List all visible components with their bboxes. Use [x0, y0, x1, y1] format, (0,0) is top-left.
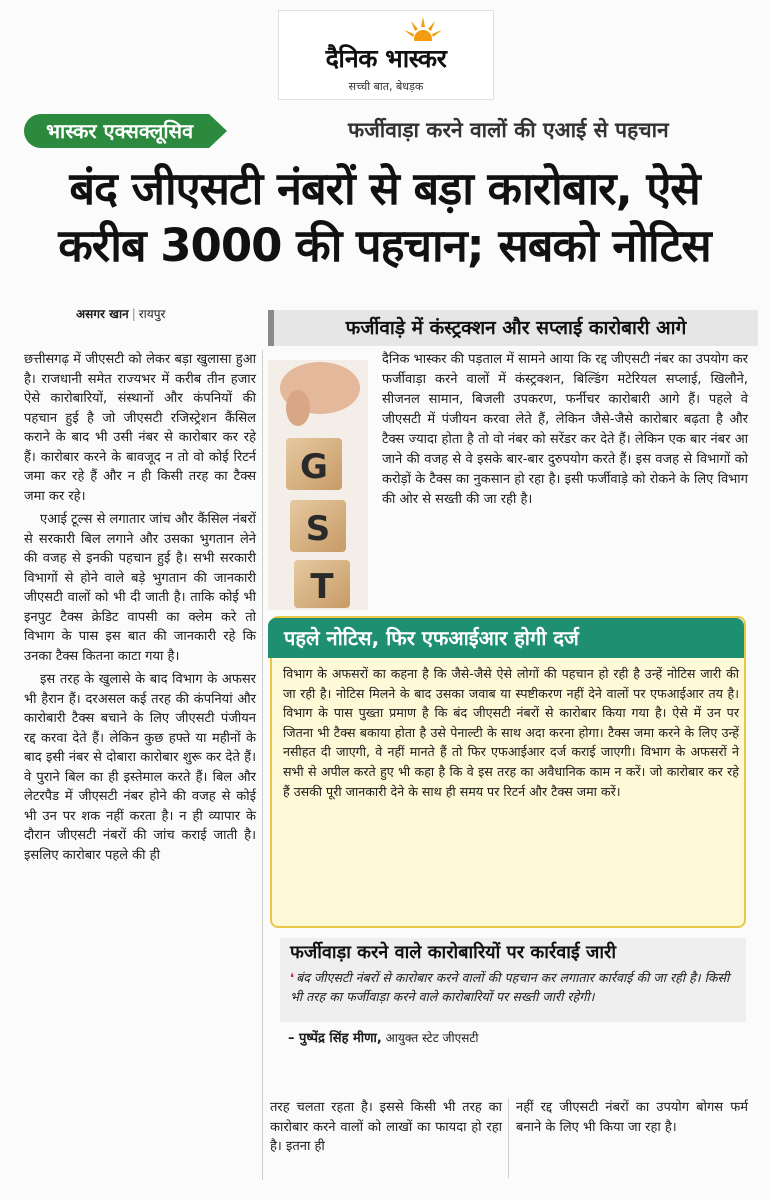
gst-letter-s: S	[305, 509, 331, 549]
exclusive-kicker: भास्कर एक्सक्लूसिव	[24, 114, 209, 148]
gst-blocks-image	[268, 360, 368, 610]
main-headline	[22, 160, 747, 274]
headline-line-2: करीब 3000 की पहचान; सबको नोटिस	[58, 219, 711, 272]
left-paragraph-2: एआई टूल्स से लगातार जांच और कैंसिल नंबरों से सरकारी बिल लगाने और उसका भुगतान लेने की वजह से इनकी पहचान हुई है। सभी सरकारी विभागों से होने वाले बड़े भुगतान की जानकारी जीएसटी वालों को भी दी जाती है। ताकि कोई भी इनपुट टैक्स क्रेडिट वापसी का क्लेम करे तो विभाग के पास इस बात की जानकारी रहे कि उनका टैक्स कितना काटा गया है।	[24, 512, 256, 664]
quote-attribution	[288, 1028, 478, 1046]
section1-body	[382, 350, 748, 510]
kicker-subhead: फर्जीवाड़ा करने वालों की एआई से पहचान	[348, 118, 669, 142]
section1-heading: फर्जीवाड़े में कंस्ट्रक्शन और सप्लाई कारोबारी आगे	[268, 310, 758, 346]
middle-paragraph: तरह चलता रहता है। इससे किसी भी तरह का कारोबार करने वालों को लाखों का फायदा हो रहा है। इतना ही	[270, 1100, 502, 1154]
left-paragraph-3: इस तरह के खुलासे के बाद विभाग के अफसर भी हैरान हैं। दरअसल कई तरह की कंपनियां और कारोबारी टैक्स बचाने के लिए जीएसटी पंजीयन रद्द करवा देते हैं। लेकिन कुछ हफ्ते या महीनों के बाद इसी नंबर से दोबारा कारोबार शुरू कर देते हैं। वे पुराने बिल का ही इस्तेमाल करते हैं। बिल और लेटरपैड में जीएसटी नंबर होने की वजह से कोई भी उन पर शक नहीं करता है। न ही व्यापार के दौरान जीएसटी नंबरों की जांच कराई जाती है। इसलिए कारोबार पहले की ही	[24, 672, 256, 863]
left-paragraph-1: छत्तीसगढ़ में जीएसटी को लेकर बड़ा खुलासा हुआ है। राजधानी समेत राज्यभर में करीब तीन हजार ऐसे कारोबारियों, संस्थानों और कंपनियों की पहचान हुई है जो जीएसटी रजिस्ट्रेशन कैंसिल कराने के बाद भी उसी नंबर से कारोबार कर रहे हैं। कारोबार करने के बावजूद न तो वो कोई रिटर्न जमा कर रहे हैं और न ही किसी तरह का टैक्स जमा कर रहे।	[24, 352, 256, 504]
byline	[76, 305, 165, 322]
byline-author: असगर खान	[76, 307, 129, 321]
headline-line-1: बंद जीएसटी नंबरों से बड़ा कारोबार, ऐसे	[69, 162, 700, 215]
byline-city: रायपुर	[138, 307, 166, 321]
section1-paragraph: दैनिक भास्कर की पड़ताल में सामने आया कि रद्द जीएसटी नंबर का उपयोग कर फर्जीवाड़ा करने वालों में कंस्ट्रक्शन, बिल्डिंग मटेरियल सप्लाई, खिलौने, सीजनल सामान, बिजली उपकरण, फर्नीचर कारोबारी आगे हैं। पहले वे जीएसटी में पंजीयन करवा लेते हैं, लेकिन जैसे-जैसे कारोबार बढ़ता है और टैक्स ज्यादा होता है तो वो नंबर को सरेंडर कर देते हैं। लेकिन एक बार नंबर आ जाने की वजह से वे इसके बार-बार दुरुपयोग करते हैं। इस वजह से विभागों को करोड़ों के टैक्स का नुकसान हो रहा है। इसी फर्जीवाड़े को रोकने के लिए विभाग की ओर से सख्ती की जा रही है।	[382, 352, 748, 507]
section2-paragraph: विभाग के अफसरों का कहना है कि जैसे-जैसे ऐसे लोगों की पहचान हो रही है उन्हें नोटिस जारी की जा रही है। नोटिस मिलने के बाद उसका जवाब या स्पष्टीकरण नहीं देने वालों पर एफआईआर तय है। विभाग के पास पुख्ता प्रमाण है कि बंद जीएसटी नंबरों से कारोबार किया गया है। ऐसे में उन पर जितना भी टैक्स बकाया होता है उसे पेनाल्टी के साथ अदा करना होगा। टैक्स जमा करने के लिए उन्हें नसीहत दी जाएगी, वे नहीं मानते हैं तो फिर एफआईआर दर्ज कराई जाएगी। विभाग के अफसरों ने सभी से अपील करते हुए भी कहा है कि वे इस तरह का अवैधानिक काम न करें। जो कारोबार कर रहे हैं उसकी पूरी जानकारी देने के साथ ही समय पर रिटर्न और टैक्स जमा करें।	[283, 666, 739, 799]
brand-tagline: सच्ची बात, बेधड़क	[348, 80, 424, 93]
quote-text	[290, 968, 738, 1006]
middle-column-continuation	[270, 1098, 502, 1157]
section2-heading: पहले नोटिस, फिर एफआईआर होगी दर्ज	[268, 618, 744, 658]
section2-body	[283, 664, 739, 801]
gst-letter-t: T	[310, 567, 334, 607]
quote-heading: फर्जीवाड़ा करने वाले कारोबारियों पर कार्रवाई जारी	[290, 942, 617, 963]
gst-letter-g: G	[300, 447, 328, 487]
quote-person-designation: आयुक्त स्टेट जीएसटी	[385, 1031, 479, 1045]
quote-body: बंद जीएसटी नंबरों से कारोबार करने वालों की पहचान कर लगातार कार्रवाई की जा रही है। किसी भी तरह का फर्जीवाड़ा करने वाले कारोबारियों पर सख्ती जारी रहेगी।	[290, 970, 730, 1004]
masthead	[278, 10, 494, 100]
brand-name: दैनिक भास्कर	[325, 44, 447, 73]
column-divider-2	[508, 1098, 509, 1178]
right-column-continuation	[516, 1098, 748, 1137]
quote-person-name: – पुष्पेंद्र सिंह मीणा,	[288, 1031, 382, 1046]
column-divider	[262, 350, 263, 1180]
left-column	[24, 350, 256, 869]
right-paragraph: नहीं रद्द जीएसटी नंबरों का उपयोग बोगस फर्म बनाने के लिए भी किया जा रहा है।	[516, 1100, 748, 1135]
byline-separator: |	[131, 307, 136, 321]
quote-mark-icon: ❛	[290, 970, 295, 985]
sun-logo-icon	[402, 17, 444, 41]
